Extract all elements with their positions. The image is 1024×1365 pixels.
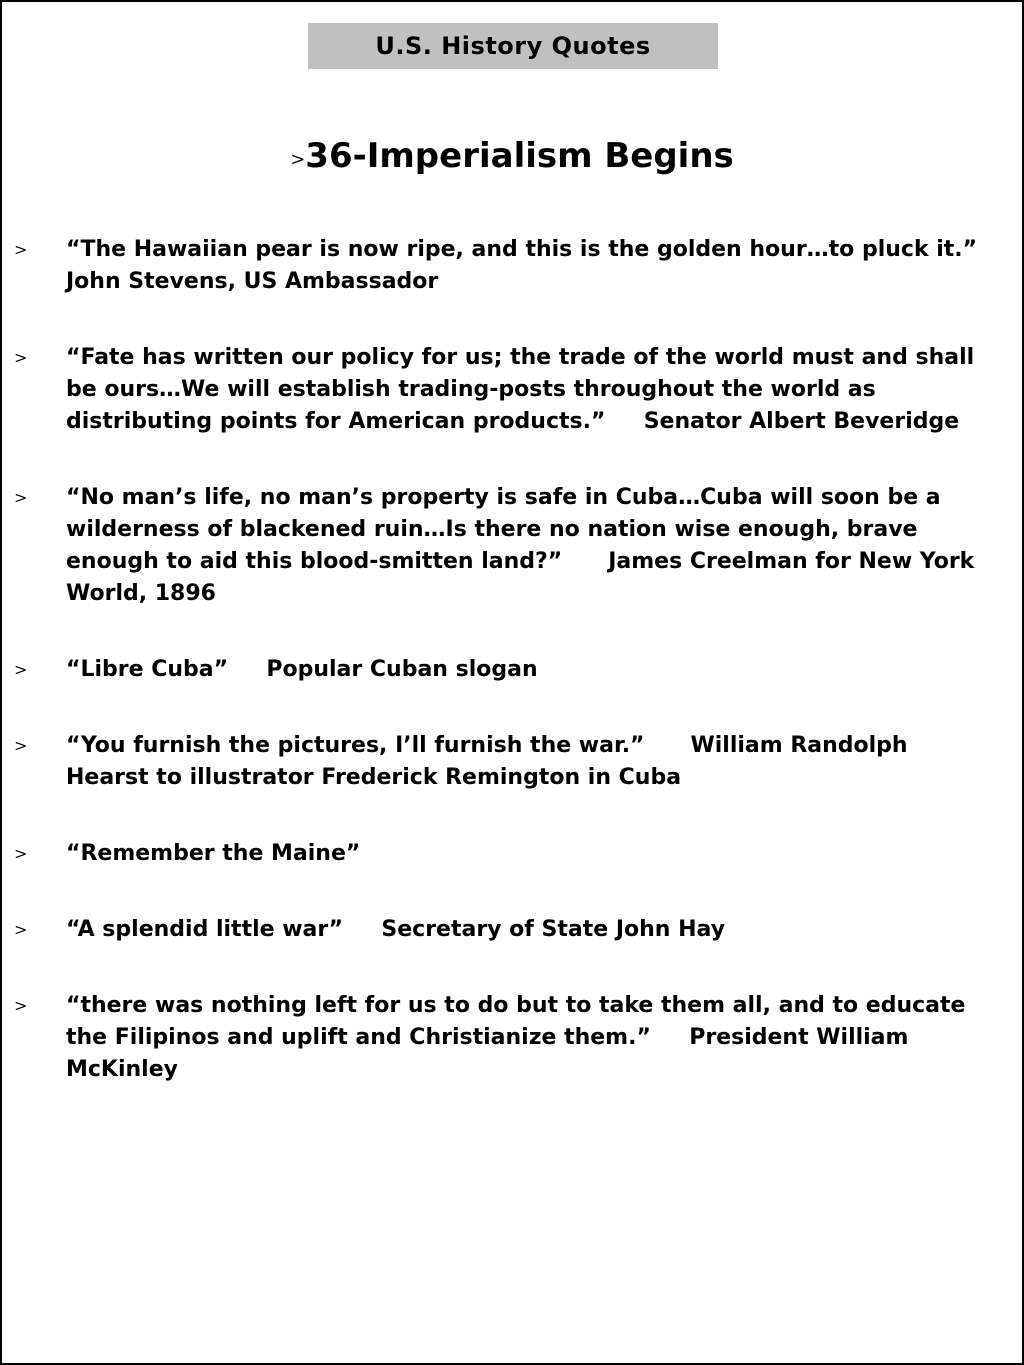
quote-text: “Fate has written our policy for us; the trade of the world must and shall be ours…We will establish trading-posts throughout the world as distributing points for American products.” Senator Albert Beveridge: [66, 345, 982, 434]
quote-text: “Libre Cuba” Popular Cuban slogan: [66, 657, 538, 682]
quote-text: “Remember the Maine”: [66, 841, 361, 866]
bullet-marker: >: [14, 240, 28, 259]
quote-text: “A splendid little war” Secretary of State John Hay: [66, 917, 726, 942]
quote-item: [2, 990, 1022, 1086]
quote-text: “You furnish the pictures, I’ll furnish the war.” William Randolph Hearst to illustrator Frederick Remington in Cuba: [66, 733, 916, 790]
quote-item: [2, 234, 1022, 298]
bullet-marker: >: [14, 920, 28, 939]
slide-title: [2, 134, 1022, 182]
bullet-marker: >: [14, 660, 28, 679]
quote-item: [2, 482, 1022, 610]
bullet-marker: >: [14, 348, 28, 367]
quote-text: “No man’s life, no man’s property is safe in Cuba…Cuba will soon be a wilderness of blackened ruin…Is there no nation wise enough, brave enough to aid this blood-smitten land?” James Creelman for New York World, 1896: [66, 485, 982, 606]
quote-item: [2, 914, 1022, 946]
bullet-marker: >: [14, 996, 28, 1015]
quote-text: “there was nothing left for us to do but to take them all, and to educate the Filipinos and uplift and Christianize them.” President William McKinley: [66, 993, 974, 1082]
quote-list: [2, 234, 1022, 1130]
quote-item: [2, 654, 1022, 686]
quote-text: “The Hawaiian pear is now ripe, and this is the golden hour…to pluck it.” John Stevens, US Ambassador: [66, 237, 985, 294]
bullet-marker: >: [14, 736, 28, 755]
title-marker: >: [290, 149, 306, 170]
slide-title-text: 36-Imperialism Begins: [305, 136, 734, 176]
quote-item: [2, 838, 1022, 870]
bullet-marker: >: [14, 844, 28, 863]
bullet-marker: >: [14, 488, 28, 507]
quote-item: [2, 730, 1022, 794]
header-title: U.S. History Quotes: [308, 23, 718, 69]
quote-item: [2, 342, 1022, 438]
